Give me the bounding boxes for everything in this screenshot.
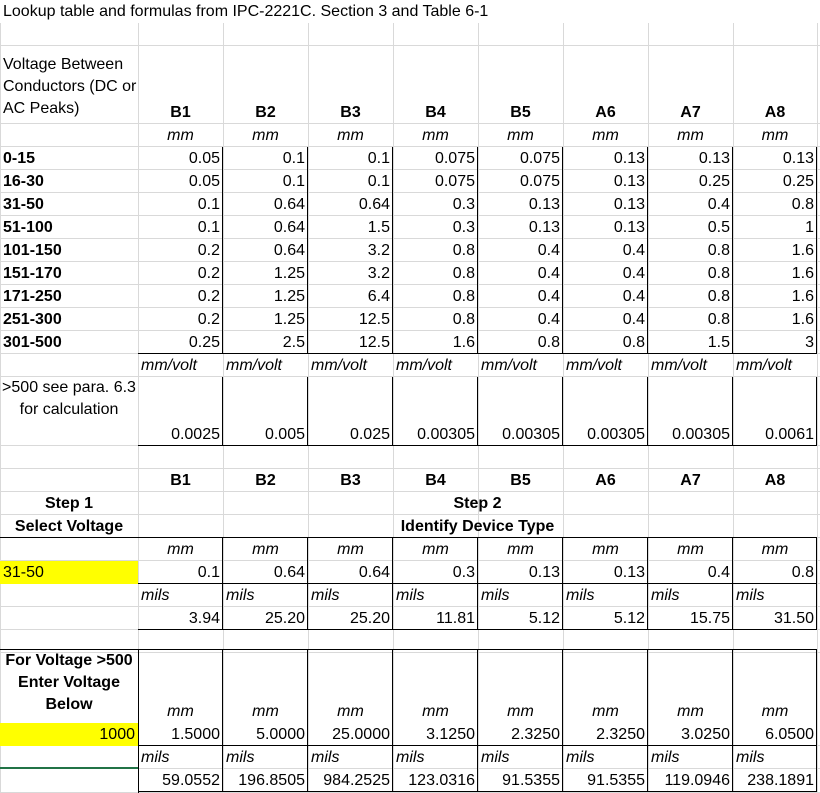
clearance-value-cell: 0.25 — [733, 170, 817, 193]
over-500-note: >500 see para. 6.3 for calculation — [2, 379, 136, 418]
device-type-header-2: A8 — [764, 472, 786, 489]
selected-clearance-mm: 0.1 — [138, 561, 223, 584]
clearance-value-cell: 0.8 — [393, 308, 478, 331]
clearance-value-cell: 12.5 — [308, 331, 393, 354]
clearance-value-cell: 1.25 — [223, 262, 308, 285]
clearance-value-cell: 0.4 — [563, 285, 648, 308]
unit-mm-label-2: mm — [677, 541, 704, 558]
selected-mm-frame — [308, 538, 393, 561]
clearance-value-cell: 0.13 — [733, 147, 817, 170]
clearance-value-cell: 3 — [733, 331, 817, 354]
clearance-value-cell: 0.3 — [393, 216, 478, 239]
selected-clearance-mils: 3.94 — [138, 607, 223, 630]
clearance-value-cell: 0.5 — [648, 216, 733, 239]
clearance-value-cell: 0.2 — [138, 285, 223, 308]
unit-mils-label: mils — [308, 584, 393, 607]
selected-clearance-mm: 0.13 — [478, 561, 563, 584]
mm-per-volt-value: 0.0025 — [138, 423, 223, 446]
computed-clearance-mils: 91.5355 — [563, 769, 648, 792]
device-type-header-2: B3 — [340, 472, 361, 489]
selected-mm-frame — [648, 538, 733, 561]
computed-clearance-mils: 59.0552 — [138, 769, 223, 792]
clearance-value-cell: 0.4 — [478, 239, 563, 262]
clearance-value-cell: 0.4 — [563, 239, 648, 262]
selected-clearance-mils: 25.20 — [223, 607, 308, 630]
mm-per-volt-value: 0.0061 — [733, 423, 817, 446]
clearance-value-cell: 0.8 — [733, 193, 817, 216]
selected-clearance-mm: 0.3 — [393, 561, 478, 584]
clearance-value-cell: 0.1 — [223, 147, 308, 170]
device-type-header: B3 — [340, 104, 361, 121]
unit-mm-label-3: mm — [252, 703, 279, 720]
clearance-value-cell: 0.05 — [138, 170, 223, 193]
selected-clearance-mm: 0.8 — [733, 561, 817, 584]
clearance-value-cell: 1.6 — [733, 262, 817, 285]
voltage-header: Voltage Between Conductors (DC or AC Peaks) — [3, 56, 137, 117]
unit-mm-per-volt-label: mm/volt — [226, 357, 282, 374]
clearance-value-cell: 2.5 — [223, 331, 308, 354]
device-type-header: A8 — [764, 104, 786, 121]
computed-clearance-mils: 119.0946 — [648, 769, 733, 792]
unit-mm-per-volt-label: mm/volt — [396, 357, 452, 374]
active-cell-outline — [0, 746, 138, 769]
step1-label: Step 1 — [44, 495, 93, 512]
clearance-value-cell: 0.2 — [138, 262, 223, 285]
unit-mm-label-3: mm — [422, 703, 449, 720]
mm-per-volt-frame — [733, 377, 817, 423]
selected-clearance-mm: 0.64 — [223, 561, 308, 584]
device-type-header: A6 — [595, 104, 616, 121]
computed-clearance-mils: 91.5355 — [478, 769, 563, 792]
computed-clearance-mm: 2.3250 — [478, 723, 563, 746]
clearance-value-cell: 1.6 — [733, 285, 817, 308]
sheet-title: Lookup table and formulas from IPC-2221C. Section 3 and Table 6-1 — [0, 0, 820, 23]
clearance-value-cell: 0.8 — [648, 262, 733, 285]
selected-mm-frame — [138, 538, 223, 561]
clearance-value-cell: 1.6 — [733, 239, 817, 262]
clearance-value-cell: 0.8 — [393, 239, 478, 262]
unit-mm-label: mm — [592, 127, 619, 144]
mm-per-volt-value: 0.00305 — [393, 423, 478, 446]
mm-per-volt-value: 0.00305 — [563, 423, 648, 446]
selected-mm-frame — [223, 538, 308, 561]
unit-mils-label-2: mils — [478, 746, 563, 769]
unit-mm-per-volt-label: mm/volt — [481, 357, 537, 374]
selected-clearance-mils: 25.20 — [308, 607, 393, 630]
computed-clearance-mils: 984.2525 — [308, 769, 393, 792]
device-type-header-2: B5 — [510, 472, 531, 489]
clearance-value-cell: 0.64 — [223, 216, 308, 239]
unit-mm-label: mm — [167, 127, 194, 144]
clearance-value-cell: 1.5 — [648, 331, 733, 354]
clearance-value-cell: 0.075 — [393, 170, 478, 193]
clearance-value-cell: 1.25 — [223, 285, 308, 308]
unit-mils-label: mils — [138, 584, 223, 607]
device-type-header: A7 — [680, 104, 701, 121]
selected-top-border — [138, 537, 817, 538]
unit-mm-label: mm — [337, 127, 364, 144]
mm-per-volt-value: 0.005 — [223, 423, 308, 446]
clearance-value-cell: 0.64 — [223, 193, 308, 216]
clearance-value-cell: 0.8 — [648, 239, 733, 262]
unit-mm-label-3: mm — [761, 703, 789, 720]
selected-clearance-mm: 0.64 — [308, 561, 393, 584]
mm-per-volt-value: 0.00305 — [478, 423, 563, 446]
clearance-value-cell: 0.13 — [563, 147, 648, 170]
mm-per-volt-frame — [223, 377, 308, 423]
mm-per-volt-frame — [563, 377, 648, 423]
clearance-value-cell: 0.4 — [478, 262, 563, 285]
device-type-header: B5 — [510, 104, 531, 121]
clearance-value-cell: 6.4 — [308, 285, 393, 308]
voltage-entry-input[interactable]: 1000 — [0, 723, 138, 746]
voltage-range-label: 16-30 — [3, 173, 44, 190]
unit-mils-label: mils — [648, 584, 733, 607]
voltage-range-label: 151-170 — [3, 265, 62, 282]
clearance-value-cell: 0.4 — [563, 308, 648, 331]
unit-mils-label: mils — [393, 584, 478, 607]
unit-mm-label: mm — [252, 127, 279, 144]
computed-clearance-mils: 196.8505 — [223, 769, 308, 792]
clearance-value-cell: 0.13 — [563, 216, 648, 239]
voltage-range-label: 0-15 — [3, 150, 36, 167]
voltage-range-label: 251-300 — [3, 311, 62, 328]
for-voltage-label: For Voltage >500 Enter Voltage Below — [5, 652, 133, 713]
clearance-value-cell: 0.075 — [478, 170, 563, 193]
clearance-value-cell: 0.64 — [308, 193, 393, 216]
computed-clearance-mm: 1.5000 — [138, 723, 223, 746]
clearance-value-cell: 0.13 — [648, 147, 733, 170]
clearance-value-cell: 0.4 — [563, 262, 648, 285]
unit-mm-per-volt-label: mm/volt — [311, 357, 367, 374]
device-type-header-2: A7 — [680, 472, 701, 489]
unit-mm-label-3: mm — [337, 703, 364, 720]
selected-clearance-mils: 11.81 — [393, 607, 478, 630]
step2-label: Step 2 — [453, 495, 502, 512]
clearance-value-cell: 0.25 — [138, 331, 223, 354]
clearance-value-cell: 0.075 — [478, 147, 563, 170]
mm-per-volt-frame — [138, 377, 223, 423]
mm-per-volt-frame — [308, 377, 393, 423]
device-type-header-2: A6 — [595, 472, 616, 489]
clearance-value-cell: 3.2 — [308, 262, 393, 285]
clearance-value-cell: 0.4 — [648, 193, 733, 216]
unit-mm-label-2: mm — [337, 541, 364, 558]
selected-clearance-mils: 5.12 — [563, 607, 648, 630]
mm-per-volt-value: 0.025 — [308, 423, 393, 446]
computed-clearance-mm: 5.0000 — [223, 723, 308, 746]
selected-clearance-mils: 15.75 — [648, 607, 733, 630]
unit-mm-label-2: mm — [252, 541, 279, 558]
device-type-header: B4 — [425, 104, 446, 121]
unit-mils-label: mils — [563, 584, 648, 607]
clearance-value-cell: 0.2 — [138, 239, 223, 262]
computed-clearance-mm: 25.0000 — [308, 723, 393, 746]
selected-mm-frame — [393, 538, 478, 561]
clearance-value-cell: 0.64 — [223, 239, 308, 262]
unit-mm-label-3: mm — [507, 703, 534, 720]
unit-mils-label-2: mils — [733, 746, 817, 769]
unit-mm-per-volt-label: mm/volt — [651, 357, 707, 374]
selected-mm-frame — [563, 538, 648, 561]
selected-mm-frame — [733, 538, 817, 561]
unit-mils-label-2: mils — [648, 746, 733, 769]
computed-clearance-mm: 3.1250 — [393, 723, 478, 746]
unit-mm-label-2: mm — [422, 541, 449, 558]
clearance-value-cell: 0.4 — [478, 285, 563, 308]
selected-clearance-mm: 0.13 — [563, 561, 648, 584]
selected-clearance-mils: 5.12 — [478, 607, 563, 630]
clearance-value-cell: 0.8 — [648, 285, 733, 308]
clearance-value-cell: 1.6 — [733, 308, 817, 331]
clearance-value-cell: 1 — [733, 216, 817, 239]
unit-mils-label: mils — [733, 584, 817, 607]
clearance-value-cell: 0.1 — [308, 147, 393, 170]
voltage-range-label: 171-250 — [3, 288, 62, 305]
clearance-value-cell: 0.13 — [563, 170, 648, 193]
mm-per-volt-frame — [478, 377, 563, 423]
voltage-range-label: 51-100 — [3, 219, 53, 236]
unit-mils-label-2: mils — [308, 746, 393, 769]
mm-per-volt-value: 0.00305 — [648, 423, 733, 446]
clearance-value-cell: 0.8 — [393, 262, 478, 285]
computed-clearance-mm: 6.0500 — [733, 723, 817, 746]
device-type-header-2: B4 — [425, 472, 446, 489]
clearance-value-cell: 0.8 — [648, 308, 733, 331]
clearance-value-cell: 0.8 — [478, 331, 563, 354]
clearance-value-cell: 0.3 — [393, 193, 478, 216]
unit-mm-label: mm — [761, 127, 789, 144]
clearance-value-cell: 0.8 — [563, 331, 648, 354]
unit-mm-label-3: mm — [677, 703, 704, 720]
unit-mm-label: mm — [677, 127, 704, 144]
clearance-value-cell: 3.2 — [308, 239, 393, 262]
selected-clearance-mils: 31.50 — [733, 607, 817, 630]
clearance-value-cell: 0.1 — [138, 216, 223, 239]
clearance-value-cell: 1.5 — [308, 216, 393, 239]
unit-mm-label-2: mm — [761, 541, 789, 558]
clearance-value-cell: 0.2 — [138, 308, 223, 331]
unit-mm-per-volt-label: mm/volt — [141, 357, 197, 374]
computed-left-border — [138, 649, 139, 793]
clearance-value-cell: 0.4 — [478, 308, 563, 331]
clearance-value-cell: 0.13 — [478, 216, 563, 239]
device-type-header-2: B1 — [170, 472, 191, 489]
identify-device-label: Identify Device Type — [400, 518, 555, 535]
selected-mm-frame — [478, 538, 563, 561]
computed-clearance-mm: 2.3250 — [563, 723, 648, 746]
unit-mm-label-3: mm — [167, 703, 194, 720]
gridline-row — [0, 45, 820, 46]
clearance-value-cell: 0.1 — [138, 193, 223, 216]
clearance-value-cell: 0.075 — [393, 147, 478, 170]
computed-clearance-mils: 123.0316 — [393, 769, 478, 792]
computed-clearance-mils: 238.1891 — [733, 769, 817, 792]
unit-mils-label-2: mils — [393, 746, 478, 769]
unit-mils-label-2: mils — [138, 746, 223, 769]
voltage-range-label: 31-50 — [3, 196, 44, 213]
clearance-value-cell: 0.13 — [478, 193, 563, 216]
clearance-value-cell: 0.1 — [223, 170, 308, 193]
unit-mils-label-2: mils — [223, 746, 308, 769]
gridline-col — [817, 23, 818, 793]
unit-mm-label: mm — [507, 127, 534, 144]
clearance-value-cell: 0.1 — [308, 170, 393, 193]
select-voltage-input[interactable]: 31-50 — [0, 561, 138, 584]
unit-mm-per-volt-label: mm/volt — [566, 357, 622, 374]
voltage-range-label: 101-150 — [3, 242, 62, 259]
clearance-value-cell: 12.5 — [308, 308, 393, 331]
unit-mils-label: mils — [478, 584, 563, 607]
mm-per-volt-frame — [648, 377, 733, 423]
mm-per-volt-frame — [393, 377, 478, 423]
unit-mm-label-2: mm — [507, 541, 534, 558]
computed-clearance-mm: 3.0250 — [648, 723, 733, 746]
unit-mm-label: mm — [422, 127, 449, 144]
voltage-range-label: 301-500 — [3, 334, 62, 351]
unit-mm-label-2: mm — [167, 541, 194, 558]
clearance-value-cell: 0.8 — [393, 285, 478, 308]
unit-mm-label-2: mm — [592, 541, 619, 558]
device-type-header: B1 — [170, 104, 191, 121]
device-type-header-2: B2 — [255, 472, 276, 489]
clearance-value-cell: 0.25 — [648, 170, 733, 193]
clearance-value-cell: 0.13 — [563, 193, 648, 216]
select-voltage-label: Select Voltage — [14, 518, 124, 535]
clearance-value-cell: 1.6 — [393, 331, 478, 354]
unit-mm-label-3: mm — [592, 703, 619, 720]
clearance-value-cell: 0.05 — [138, 147, 223, 170]
selected-clearance-mm: 0.4 — [648, 561, 733, 584]
clearance-value-cell: 1.25 — [223, 308, 308, 331]
unit-mm-per-volt-label: mm/volt — [736, 357, 792, 374]
unit-mils-label-2: mils — [563, 746, 648, 769]
unit-mils-label: mils — [223, 584, 308, 607]
device-type-header: B2 — [255, 104, 276, 121]
